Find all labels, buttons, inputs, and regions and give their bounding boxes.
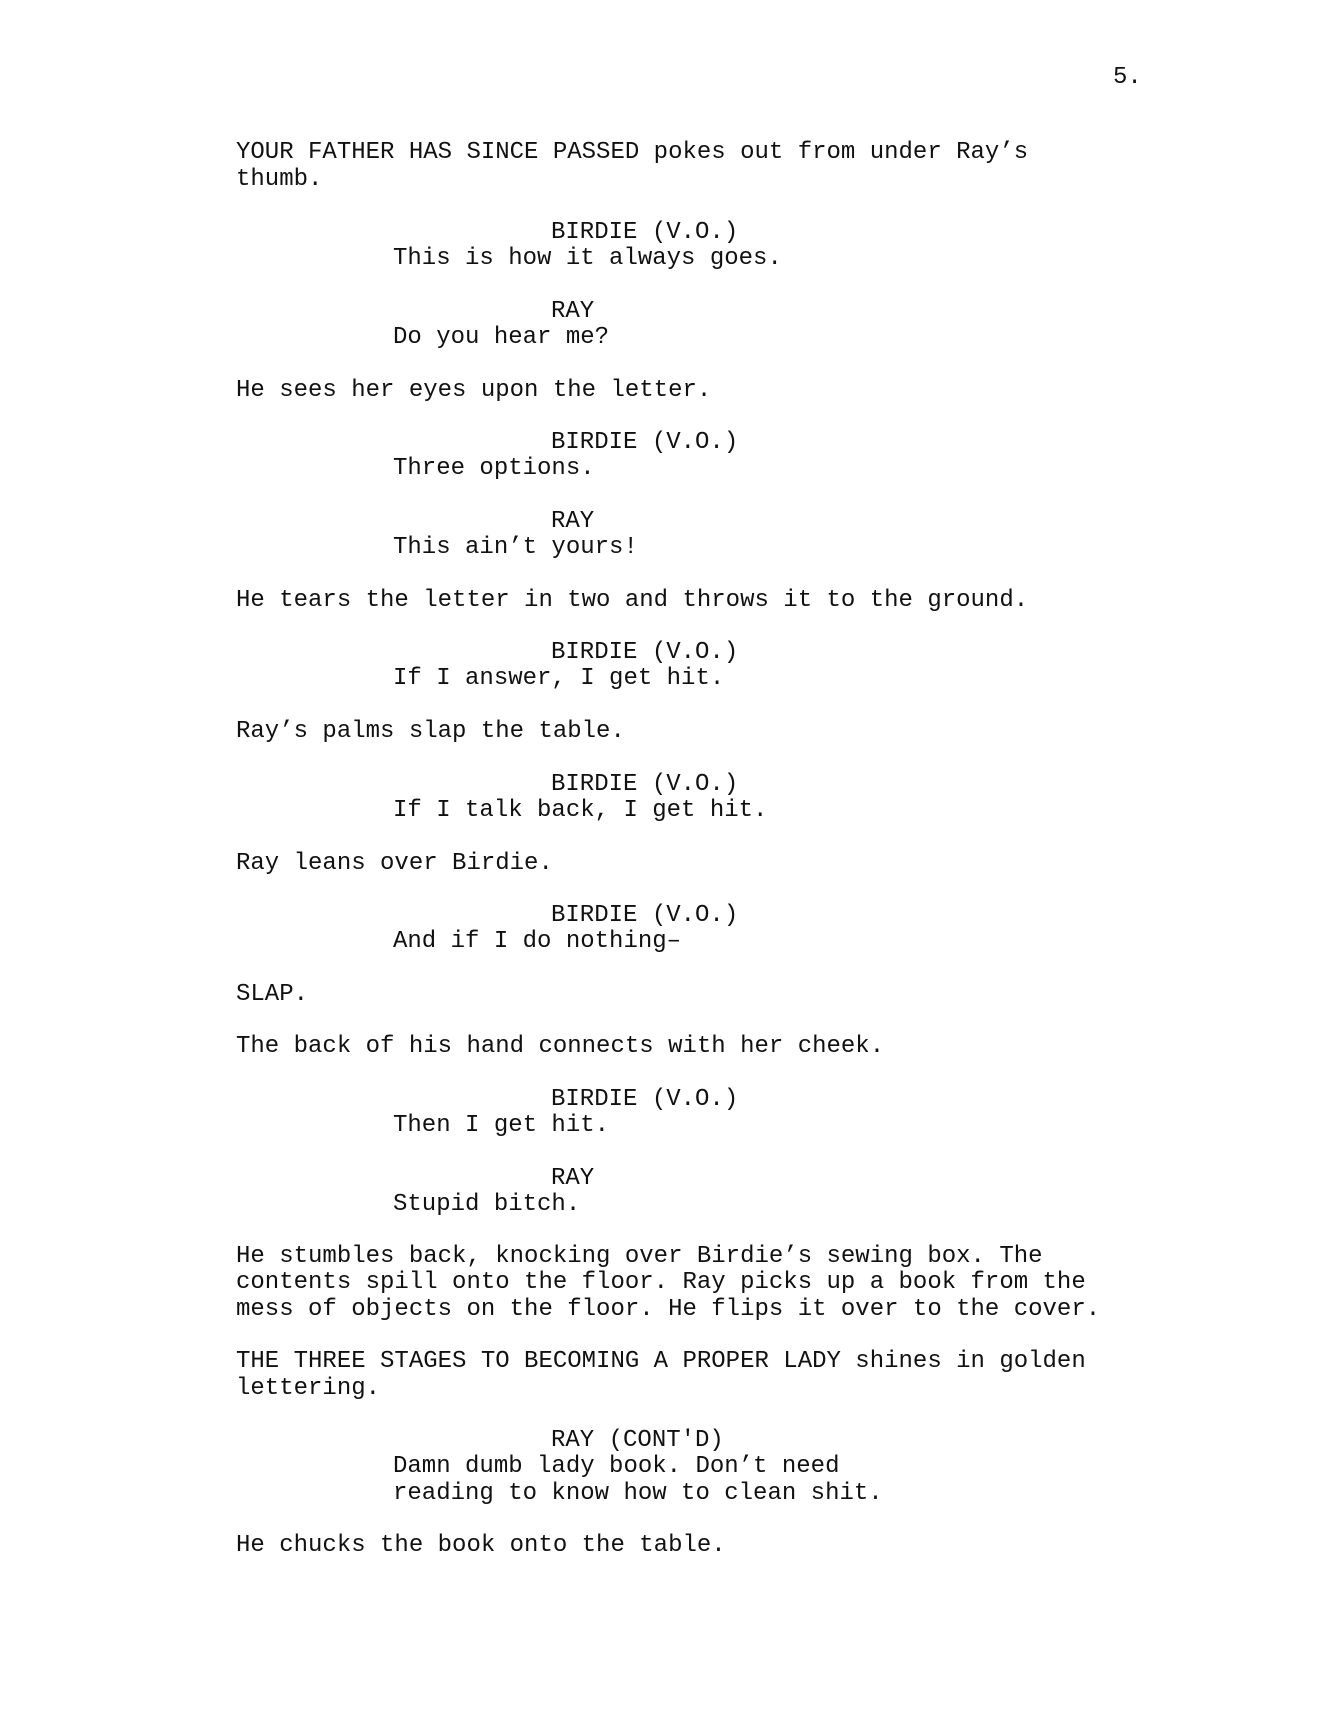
action-line: SLAP. bbox=[236, 981, 309, 1008]
dialogue-line: And if I do nothing– bbox=[393, 928, 682, 955]
character-cue: RAY bbox=[551, 298, 595, 325]
character-cue: BIRDIE (V.O.) bbox=[551, 639, 739, 666]
action-line: THE THREE STAGES TO BECOMING A PROPER LADY shines in golden bbox=[236, 1348, 1086, 1375]
dialogue-line: This is how it always goes. bbox=[393, 245, 782, 272]
action-line: He chucks the book onto the table. bbox=[236, 1532, 726, 1559]
action-line: YOUR FATHER HAS SINCE PASSED pokes out from under Ray’s bbox=[236, 139, 1029, 166]
action-line: He sees her eyes upon the letter. bbox=[236, 377, 712, 404]
dialogue-line: reading to know how to clean shit. bbox=[393, 1480, 883, 1507]
dialogue-line: If I answer, I get hit. bbox=[393, 665, 725, 692]
action-line: contents spill onto the floor. Ray picks up a book from the bbox=[236, 1269, 1086, 1296]
dialogue-line: Three options. bbox=[393, 455, 595, 482]
action-line: He tears the letter in two and throws it to the ground. bbox=[236, 587, 1029, 614]
character-cue: RAY bbox=[551, 508, 595, 535]
dialogue-line: Do you hear me? bbox=[393, 324, 610, 351]
character-cue: RAY bbox=[551, 1165, 595, 1192]
dialogue-line: Damn dumb lady book. Don’t need bbox=[393, 1453, 840, 1480]
page-number: 5. bbox=[1113, 64, 1142, 91]
action-line: thumb. bbox=[236, 166, 323, 193]
character-cue: BIRDIE (V.O.) bbox=[551, 429, 739, 456]
character-cue: BIRDIE (V.O.) bbox=[551, 219, 739, 246]
character-cue: BIRDIE (V.O.) bbox=[551, 902, 739, 929]
action-line: The back of his hand connects with her cheek. bbox=[236, 1033, 885, 1060]
action-line: mess of objects on the floor. He flips it over to the cover. bbox=[236, 1296, 1101, 1323]
action-line: lettering. bbox=[236, 1375, 381, 1402]
action-line: He stumbles back, knocking over Birdie’s sewing box. The bbox=[236, 1243, 1043, 1270]
dialogue-line: This ain’t yours! bbox=[393, 534, 638, 561]
dialogue-line: Then I get hit. bbox=[393, 1112, 610, 1139]
dialogue-line: Stupid bitch. bbox=[393, 1191, 581, 1218]
character-cue: BIRDIE (V.O.) bbox=[551, 1086, 739, 1113]
action-line: Ray leans over Birdie. bbox=[236, 850, 553, 877]
character-cue: BIRDIE (V.O.) bbox=[551, 771, 739, 798]
character-cue: RAY (CONT'D) bbox=[551, 1427, 724, 1454]
dialogue-line: If I talk back, I get hit. bbox=[393, 797, 768, 824]
action-line: Ray’s palms slap the table. bbox=[236, 718, 625, 745]
